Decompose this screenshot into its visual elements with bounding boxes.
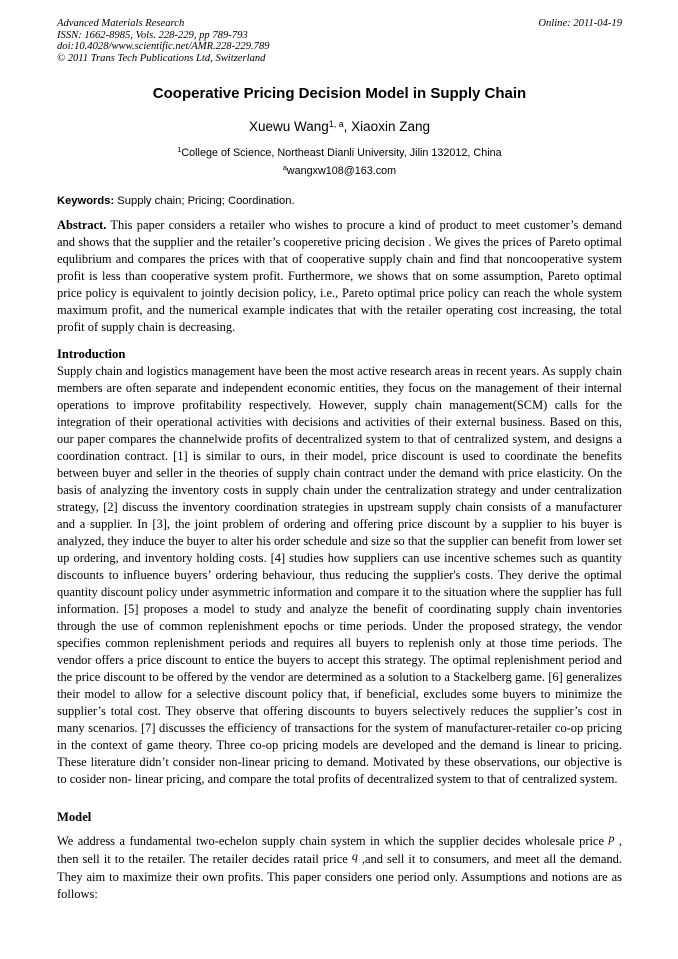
abstract-label: Abstract. [57, 218, 107, 233]
keywords-text: Supply chain; Pricing; Coordination. [114, 195, 295, 208]
math-var-q: q [351, 848, 358, 863]
journal-imprint [57, 18, 622, 64]
author-name-1: Xuewu Wang [249, 119, 329, 135]
model-text-1: We address a fundamental two-echelon supply chain system in which the supplier decides wholesale price [57, 834, 609, 849]
model-text-2: , then sell it to the retailer. The retailer decides ratail price [57, 834, 623, 866]
email-line [57, 165, 622, 179]
keywords-line [57, 194, 622, 208]
journal-imprint-left [57, 18, 270, 64]
copyright-line: © 2011 Trans Tech Publications Ltd, Switzerland [57, 52, 266, 64]
model-paragraph [57, 833, 622, 903]
math-var-p: p [608, 831, 615, 846]
journal-name: Advanced Materials Research [57, 18, 185, 29]
author-superscript: 1, a [328, 119, 344, 130]
introduction-heading: Introduction [57, 347, 126, 362]
authors-line [57, 119, 622, 136]
paper-title: Cooperative Pricing Decision Model in Supply Chain [152, 85, 527, 103]
online-date: Online: 2011-04-19 [538, 18, 622, 29]
keywords-label: Keywords: [57, 195, 115, 208]
doi-line: doi:10.4028/www.scientific.net/AMR.228-229.789 [57, 41, 270, 53]
issn-line: ISSN: 1662-8985, Vols. 228-229, pp 789-793 [57, 29, 248, 41]
affiliation-line [57, 147, 622, 161]
email-text: wangxw108@163.com [286, 165, 397, 178]
abstract-text: This paper considers a retailer who wishes to procure a kind of product to meet customer’s demand and shows that the supplier and the retailer’s cooperetive pricing decision . We gives the prices of Pareto optimal equlibrium and compares the prices with that of cooperative supply chain and find that noncooperative system profit is less than cooperative system profit. Furthermore, we shows that on some assumption, Pareto optimal price policy is equivalent to jointly decision policy, i.e., Pareto optimal price policy can reach the whole system maximum profit, and the numerical example indicates that with the retailer operating cost increasing, the total profit of supply chain is decreasing. [57, 218, 622, 335]
affiliation-text: College of Science, Northeast Dianli University, Jilin 132012, China [181, 147, 502, 160]
abstract-paragraph [57, 217, 622, 336]
model-heading: Model [57, 810, 92, 825]
model-text-3: ,and sell it to consumers, and meet all the demand. They aim to maximize their own profits. This paper considers one period only. Assumptions and notions are as follows: [57, 851, 622, 902]
introduction-paragraph: Supply chain and logistics management have been the most active research areas in recent years. As supply chain members are often separate and independent economic entities, they focus on the management of their internal operations to improve profitability respectively. However, supply chain management(SCM) calls for the integration of their operational activities with decisions and activities of their external business. Based on this, our paper compares the channelwide profits of decentralized system to that of centralized system, and designs a coordination contract. [1] is similar to ours, in their model, price discount is used to coordinate the benefits between buyer and seller in the theories of supply chain contract under the demand with price elasticity. On the basis of analyzing the inventory costs in supply chain under the centralization strategy and under centralization strategy, [2] discuss the inventory coordination strategies in upstream supply chain consists of a manufacturer and a supplier. In [3], the joint problem of ordering and offering price discount by a supplier to his buyer is analyzed, they induce the buyer to alter his order schedule and size so that the supplier can benefit from lower set up ordering, and inventory holding costs. [4] studies how suppliers can use incentive schemes such as quantity discounts to influence buyers’ ordering behaviour, thus reducing the supplier's costs. They derive the optimal quantity discount policy under asymmetric information and compare it to the situation where the supplier has full information. [5] proposes a model to study and analyze the benefit of coordinating supply chain inventories through the use of common replenishment epochs or time periods. Under the proposed strategy, the vendor specifies common replenishment periods and requires all buyers to replenish only at those time periods. The vendor offers a price discount to entice the buyers to accept this strategy. The optimal replenishment period and the price discount to be offered by the vendor are determined as a solution to a Stackelberg game. [6] generalizes their model to allow for a selective discount policy that, if beneficial, excludes some buyers to minimize the supplier’s total cost. They observe that offering discounts to buyers selectively reduces the supplier’s cost in many scenarios. [7] discusses the efficiency of transactions for the system of manufacturer-retailer co-op pricing in the context of game theory. Three co-op pricing models are developed and the demand is linear to pricing. These literature didn’t consider non-linear pricing to demand. Motivated by these observations, our objective is to cosider non- linear pricing, and compare the total profits of decentralized system to that of centralized system. [57, 364, 622, 787]
affiliation-superscript: 1 [177, 146, 182, 155]
author-name-2: , Xiaoxin Zang [343, 119, 430, 135]
email-superscript: a [282, 164, 287, 173]
